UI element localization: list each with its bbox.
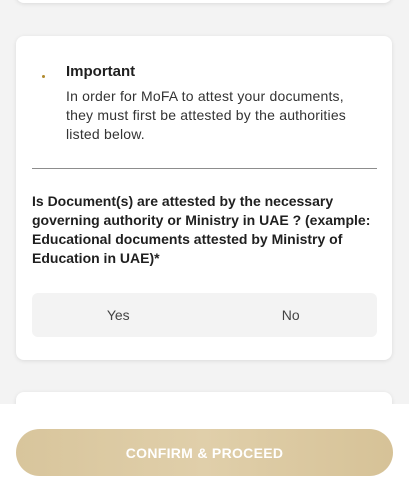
important-icon: [42, 75, 45, 78]
important-title: Important: [66, 63, 136, 80]
important-description: In order for MoFA to attest your documents, they must first be attested by the authorities listed below.: [66, 88, 347, 142]
yes-no-toggle: [32, 293, 377, 337]
no-option[interactable]: No: [281, 307, 300, 323]
confirm-proceed-button[interactable]: CONFIRM & PROCEED: [16, 429, 393, 476]
previous-card: [16, 0, 392, 3]
yes-option[interactable]: Yes: [106, 307, 130, 323]
attestation-question: Is Document(s) are attested by the necessary governing authority or Ministry in UAE ? (example: Educational documents attested by Ministry of Education in UAE)*: [32, 193, 371, 266]
divider: [32, 168, 377, 169]
